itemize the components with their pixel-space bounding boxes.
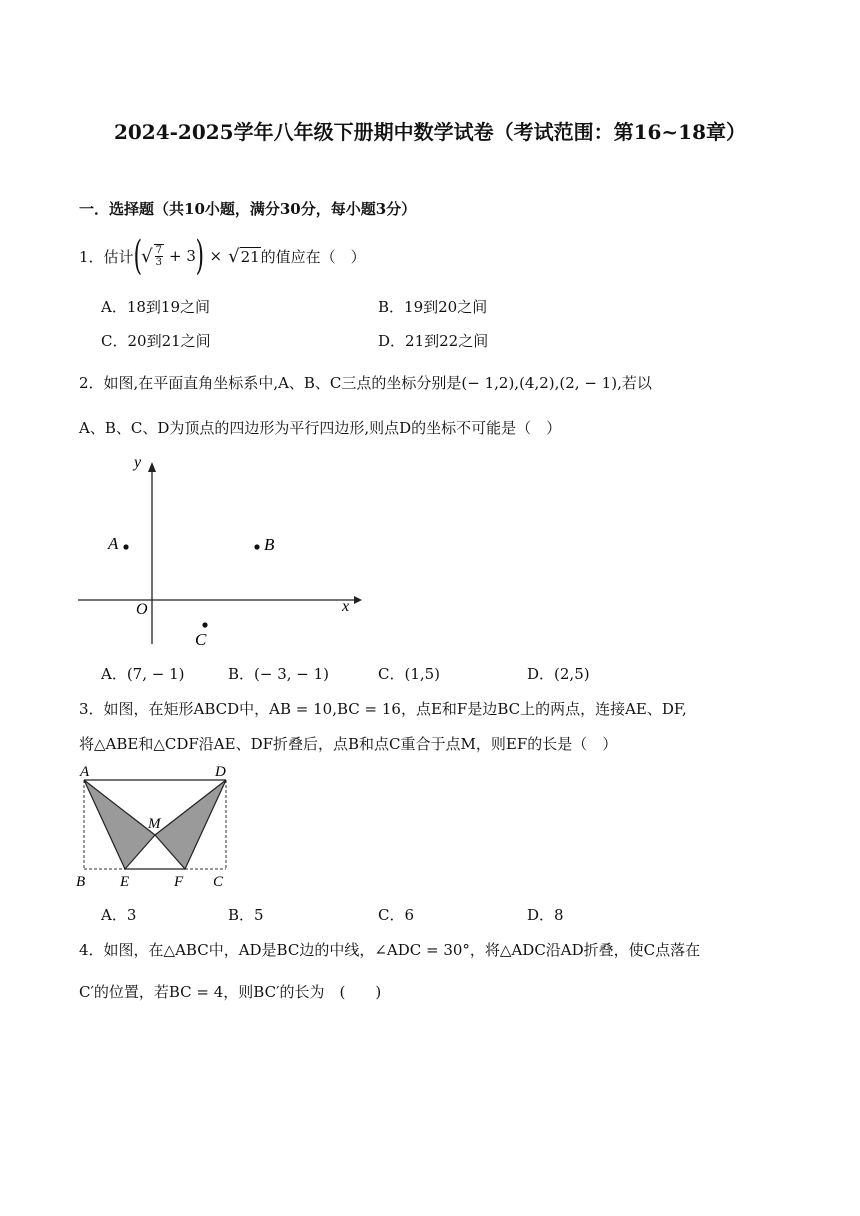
q3-option-b[interactable]: B．5 bbox=[228, 906, 264, 924]
q1-sqrt-fraction bbox=[141, 244, 165, 268]
q1-frac-den: 3 bbox=[155, 257, 163, 268]
q4-stem-line1: 4．如图，在△ABC中，AD是BC边的中线，∠ADC = 30°，将△ADC沿AD折叠，使C点落在 bbox=[79, 941, 701, 959]
q2-stem-line2: A、B、C、D为顶点的四边形为平行四边形,则点D的坐标不可能是（ ） bbox=[79, 419, 562, 437]
point-b-label: B bbox=[264, 535, 275, 554]
q3-option-c[interactable]: C．6 bbox=[378, 906, 415, 924]
q1-radicand: 21 bbox=[240, 247, 260, 266]
question-1-stem bbox=[79, 233, 366, 279]
q2-option-d[interactable]: D．(2,5) bbox=[527, 665, 590, 683]
triangle-dfm bbox=[155, 780, 226, 869]
x-axis-label: x bbox=[342, 598, 350, 615]
q1-prefix: 1．估计 bbox=[79, 247, 134, 266]
label-a: A bbox=[80, 764, 90, 780]
q1-option-d[interactable]: D．21到22之间 bbox=[378, 332, 489, 350]
q4-stem-line2: C′的位置，若BC = 4，则BC′的长为 ( ) bbox=[79, 983, 382, 1001]
label-e: E bbox=[120, 874, 130, 890]
q2-option-a[interactable]: A．(7, − 1) bbox=[101, 665, 185, 683]
x-axis-arrow-icon bbox=[354, 596, 362, 604]
point-a bbox=[123, 544, 128, 549]
q2-option-c[interactable]: C．(1,5) bbox=[378, 665, 441, 683]
page-title: 2024-2025学年八年级下册期中数学试卷（考试范围：第16~18章） bbox=[113, 120, 747, 144]
q1-option-b[interactable]: B．19到20之间 bbox=[378, 298, 488, 316]
q2-stem-line1: 2．如图,在平面直角坐标系中,A、B、C三点的坐标分别是(− 1,2),(4,2),(2, − 1),若以 bbox=[79, 374, 652, 392]
point-a-label: A bbox=[108, 534, 119, 553]
y-axis-arrow-icon bbox=[148, 462, 156, 472]
point-b bbox=[254, 544, 259, 549]
y-axis-label: y bbox=[134, 454, 142, 471]
q1-frac-num: 7 bbox=[155, 245, 163, 256]
q2-coordinate-figure bbox=[70, 448, 370, 658]
label-c: C bbox=[213, 874, 224, 890]
q1-plus3: + 3 bbox=[169, 247, 196, 265]
section-heading: 一．选择题（共10小题，满分30分，每小题3分） bbox=[79, 200, 417, 218]
left-paren-icon: ( bbox=[133, 233, 142, 279]
q1-suffix: 的值应在（ ） bbox=[260, 247, 366, 266]
sqrt-icon: √ bbox=[141, 245, 153, 267]
label-d: D bbox=[215, 764, 226, 780]
q3-rectangle-fold-figure bbox=[74, 760, 244, 892]
label-b: B bbox=[76, 874, 86, 890]
triangle-aem bbox=[84, 780, 155, 869]
q3-stem-line1: 3．如图，在矩形ABCD中，AB = 10,BC = 16，点E和F是边BC上的两点，连接AE、DF, bbox=[79, 700, 687, 718]
label-f: F bbox=[174, 874, 184, 890]
right-paren-icon: ) bbox=[195, 233, 205, 279]
q3-option-d[interactable]: D．8 bbox=[527, 906, 564, 924]
origin-label: O bbox=[136, 601, 148, 618]
q1-times: × bbox=[209, 247, 223, 265]
q1-sqrt-21 bbox=[228, 246, 261, 267]
q3-stem-line2: 将△ABE和△CDF沿AE、DF折叠后，点B和点C重合于点M，则EF的长是（ ） bbox=[79, 735, 618, 753]
label-m: M bbox=[148, 816, 161, 832]
sqrt-icon: √ bbox=[228, 245, 240, 267]
q2-option-b[interactable]: B．(− 3, − 1) bbox=[228, 665, 330, 683]
point-c bbox=[202, 622, 207, 627]
q1-option-a[interactable]: A．18到19之间 bbox=[101, 298, 211, 316]
q3-option-a[interactable]: A．3 bbox=[101, 906, 137, 924]
q1-option-c[interactable]: C．20到21之间 bbox=[101, 332, 211, 350]
point-c-label: C bbox=[195, 630, 207, 649]
